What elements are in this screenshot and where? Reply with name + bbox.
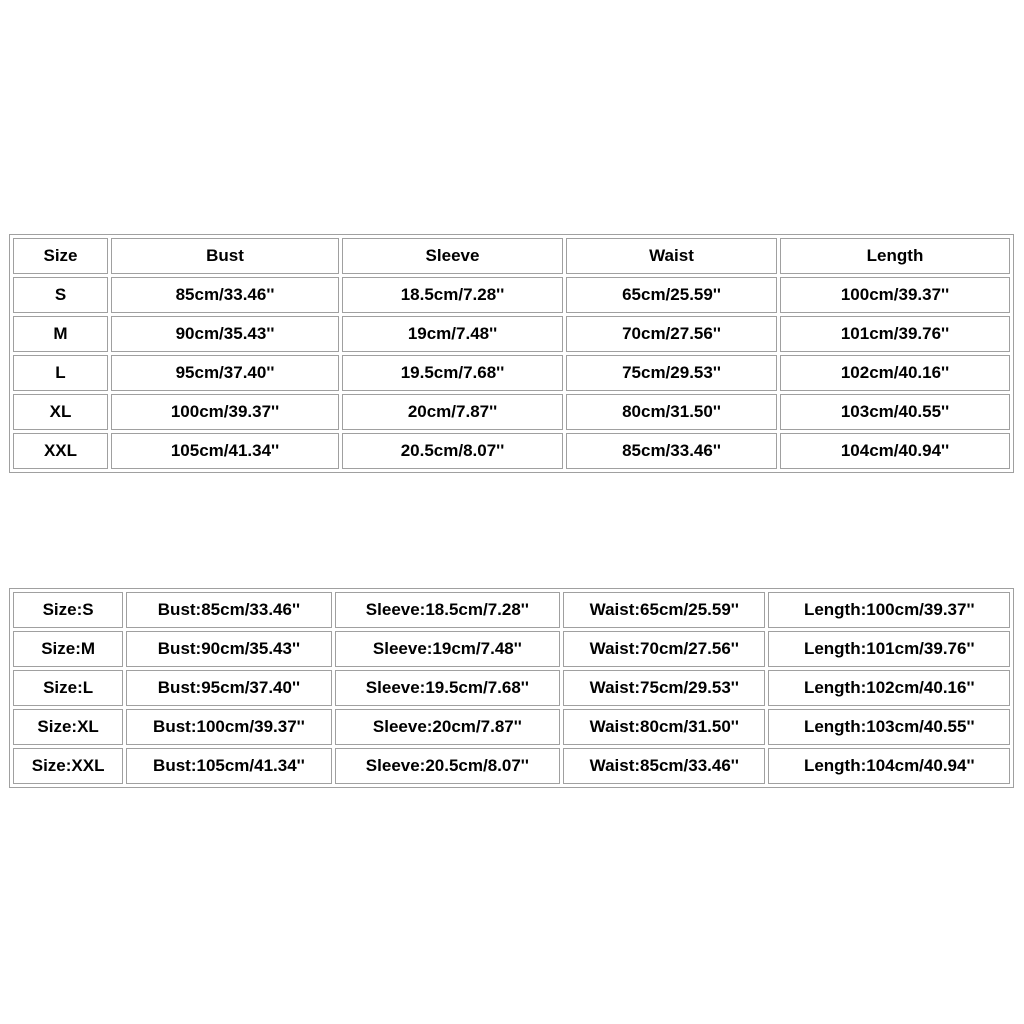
bust-cell: 85cm/33.46'' — [111, 277, 339, 313]
header-waist: Waist — [566, 238, 777, 274]
sleeve-cell: 20.5cm/8.07'' — [342, 433, 563, 469]
size-cell: L — [13, 355, 108, 391]
table-row — [13, 592, 1010, 628]
sleeve-cell: Sleeve:19cm/7.48'' — [335, 631, 560, 667]
table-row — [13, 433, 1010, 469]
waist-cell: 70cm/27.56'' — [566, 316, 777, 352]
sleeve-cell: Sleeve:18.5cm/7.28'' — [335, 592, 560, 628]
table-row — [13, 394, 1010, 430]
bust-cell: 100cm/39.37'' — [111, 394, 339, 430]
sleeve-cell: 20cm/7.87'' — [342, 394, 563, 430]
table-row — [13, 277, 1010, 313]
bust-cell: 105cm/41.34'' — [111, 433, 339, 469]
sleeve-cell: 19.5cm/7.68'' — [342, 355, 563, 391]
table-row — [13, 670, 1010, 706]
sleeve-cell: 18.5cm/7.28'' — [342, 277, 563, 313]
bust-cell: Bust:105cm/41.34'' — [126, 748, 331, 784]
table-row — [13, 631, 1010, 667]
sleeve-cell: Sleeve:20.5cm/8.07'' — [335, 748, 560, 784]
length-cell: 104cm/40.94'' — [780, 433, 1010, 469]
length-cell: 101cm/39.76'' — [780, 316, 1010, 352]
waist-cell: 65cm/25.59'' — [566, 277, 777, 313]
bust-cell: Bust:95cm/37.40'' — [126, 670, 331, 706]
bust-cell: Bust:90cm/35.43'' — [126, 631, 331, 667]
waist-cell: Waist:80cm/31.50'' — [563, 709, 765, 745]
length-cell: Length:103cm/40.55'' — [768, 709, 1010, 745]
table-row — [13, 748, 1010, 784]
table-header-row — [13, 238, 1010, 274]
size-cell: M — [13, 316, 108, 352]
bust-cell: 95cm/37.40'' — [111, 355, 339, 391]
waist-cell: 75cm/29.53'' — [566, 355, 777, 391]
bust-cell: Bust:85cm/33.46'' — [126, 592, 331, 628]
waist-cell: Waist:75cm/29.53'' — [563, 670, 765, 706]
size-cell: Size:XL — [13, 709, 123, 745]
size-cell: Size:XXL — [13, 748, 123, 784]
length-cell: Length:100cm/39.37'' — [768, 592, 1010, 628]
sleeve-cell: Sleeve:20cm/7.87'' — [335, 709, 560, 745]
length-cell: Length:104cm/40.94'' — [768, 748, 1010, 784]
table-row — [13, 355, 1010, 391]
length-cell: Length:101cm/39.76'' — [768, 631, 1010, 667]
sleeve-cell: 19cm/7.48'' — [342, 316, 563, 352]
bust-cell: Bust:100cm/39.37'' — [126, 709, 331, 745]
header-bust: Bust — [111, 238, 339, 274]
size-cell: Size:S — [13, 592, 123, 628]
size-cell: Size:L — [13, 670, 123, 706]
waist-cell: Waist:85cm/33.46'' — [563, 748, 765, 784]
size-chart-labeled-table — [9, 588, 1014, 788]
size-cell: XXL — [13, 433, 108, 469]
waist-cell: Waist:70cm/27.56'' — [563, 631, 765, 667]
length-cell: 103cm/40.55'' — [780, 394, 1010, 430]
waist-cell: 85cm/33.46'' — [566, 433, 777, 469]
size-cell: XL — [13, 394, 108, 430]
length-cell: 102cm/40.16'' — [780, 355, 1010, 391]
bust-cell: 90cm/35.43'' — [111, 316, 339, 352]
header-length: Length — [780, 238, 1010, 274]
size-cell: S — [13, 277, 108, 313]
waist-cell: Waist:65cm/25.59'' — [563, 592, 765, 628]
header-size: Size — [13, 238, 108, 274]
size-cell: Size:M — [13, 631, 123, 667]
length-cell: Length:102cm/40.16'' — [768, 670, 1010, 706]
length-cell: 100cm/39.37'' — [780, 277, 1010, 313]
size-chart-table — [9, 234, 1014, 473]
table-row — [13, 316, 1010, 352]
waist-cell: 80cm/31.50'' — [566, 394, 777, 430]
header-sleeve: Sleeve — [342, 238, 563, 274]
sleeve-cell: Sleeve:19.5cm/7.68'' — [335, 670, 560, 706]
table-row — [13, 709, 1010, 745]
